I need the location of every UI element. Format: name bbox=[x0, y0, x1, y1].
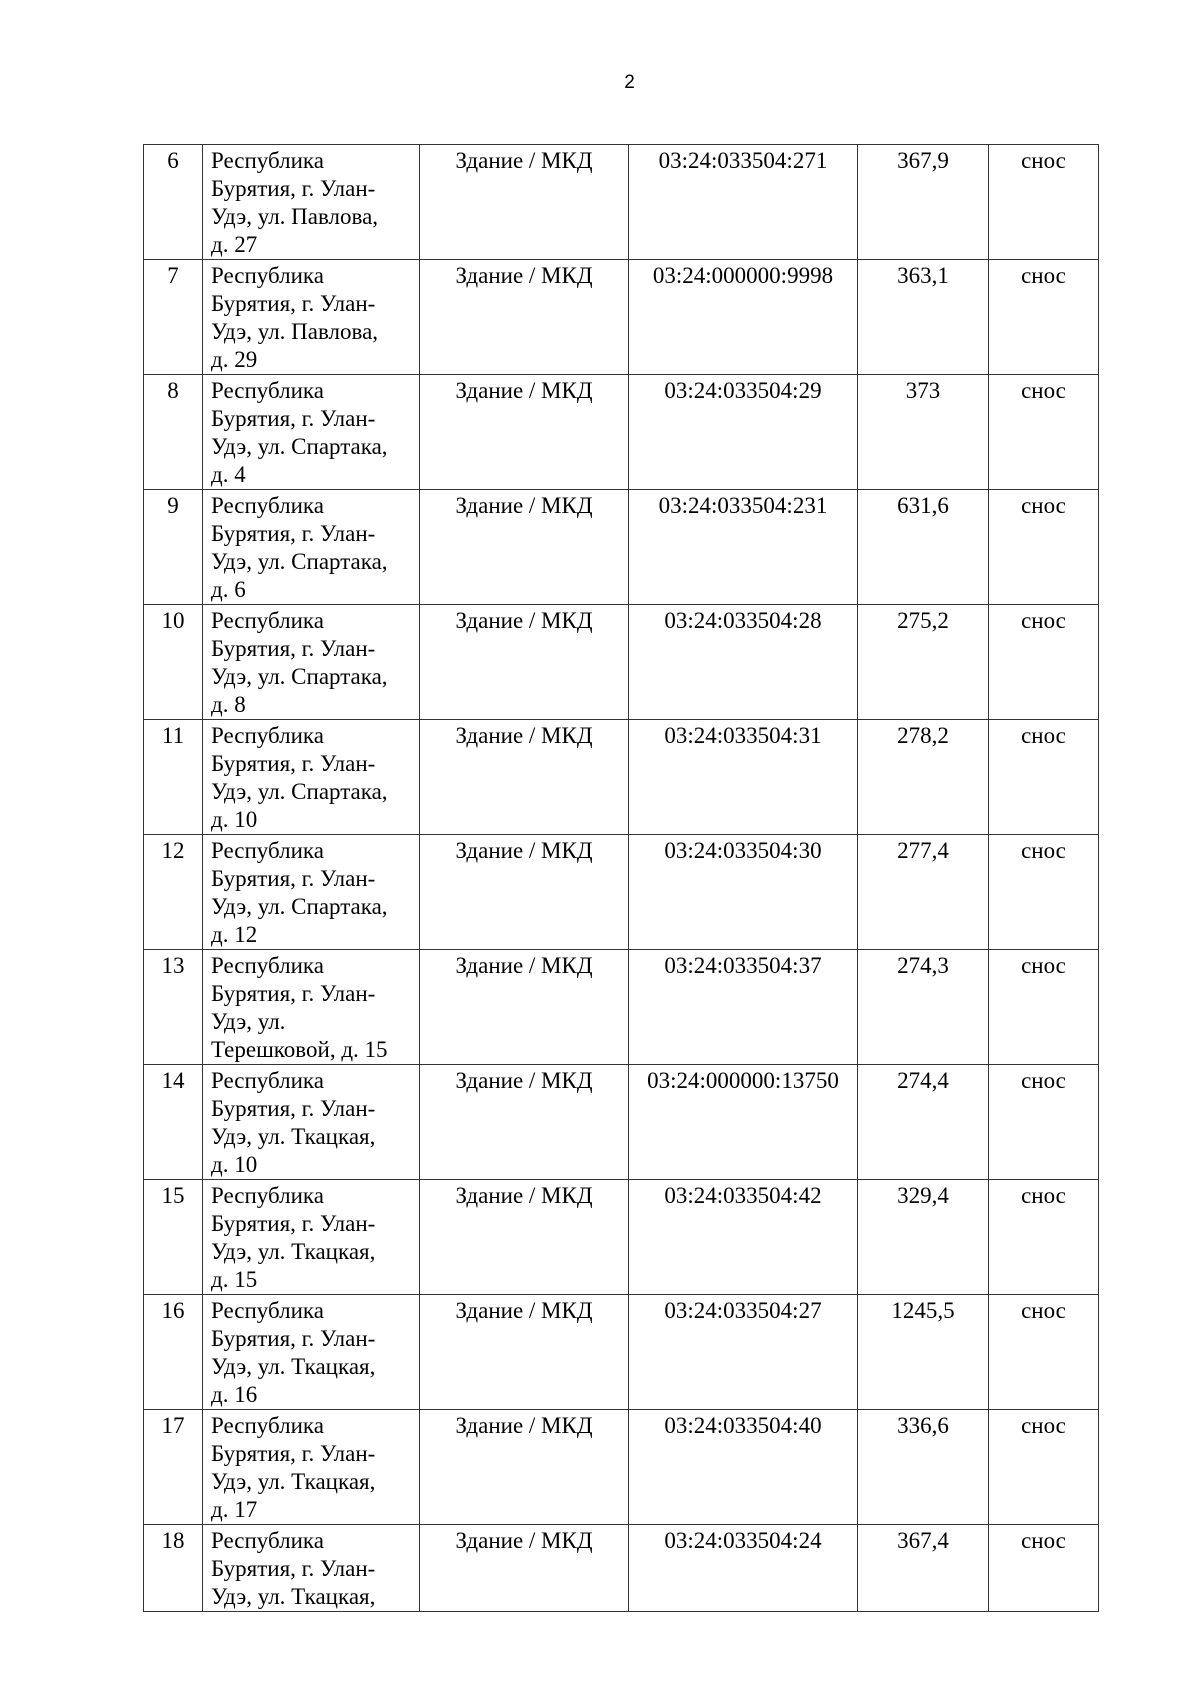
cadastral-number-cell: 03:24:033504:29 bbox=[629, 375, 858, 490]
address-cell bbox=[203, 950, 420, 1065]
address-line: д. 16 bbox=[211, 1382, 258, 1407]
cadastral-number-cell: 03:24:033504:31 bbox=[629, 720, 858, 835]
address-cell bbox=[203, 145, 420, 260]
address-line: Бурятия, г. Улан- bbox=[211, 291, 376, 316]
object-type-cell: Здание / МКД bbox=[420, 720, 629, 835]
row-number-cell: 15 bbox=[144, 1180, 203, 1295]
area-cell: 631,6 bbox=[858, 490, 989, 605]
table-row bbox=[144, 605, 1099, 720]
cadastral-number-cell: 03:24:033504:231 bbox=[629, 490, 858, 605]
area-cell: 367,4 bbox=[858, 1525, 989, 1612]
address-line: Удэ, ул. bbox=[211, 1009, 286, 1034]
table-row bbox=[144, 1065, 1099, 1180]
address-line: д. 10 bbox=[211, 807, 258, 832]
table-row bbox=[144, 260, 1099, 375]
address-line: Удэ, ул. Спартака, bbox=[211, 894, 388, 919]
address-line: Удэ, ул. Спартака, bbox=[211, 664, 388, 689]
object-type-cell: Здание / МКД bbox=[420, 950, 629, 1065]
action-cell: снос bbox=[989, 1410, 1099, 1525]
table-row bbox=[144, 835, 1099, 950]
address-line: Республика bbox=[211, 148, 324, 173]
buildings-table bbox=[143, 144, 1099, 1612]
address-line: д. 6 bbox=[211, 577, 246, 602]
table-row bbox=[144, 145, 1099, 260]
address-line: д. 4 bbox=[211, 462, 246, 487]
address-line: Удэ, ул. Спартака, bbox=[211, 779, 388, 804]
area-cell: 278,2 bbox=[858, 720, 989, 835]
address-line: д. 29 bbox=[211, 347, 258, 372]
action-cell: снос bbox=[989, 1525, 1099, 1612]
table-row bbox=[144, 1410, 1099, 1525]
address-line: д. 10 bbox=[211, 1152, 258, 1177]
address-line: Республика bbox=[211, 608, 324, 633]
action-cell: снос bbox=[989, 1295, 1099, 1410]
row-number-cell: 6 bbox=[144, 145, 203, 260]
area-cell: 274,3 bbox=[858, 950, 989, 1065]
address-cell bbox=[203, 1180, 420, 1295]
address-line: Удэ, ул. Спартака, bbox=[211, 434, 388, 459]
action-cell: снос bbox=[989, 720, 1099, 835]
table-row bbox=[144, 490, 1099, 605]
address-line: Бурятия, г. Улан- bbox=[211, 1326, 376, 1351]
address-cell bbox=[203, 375, 420, 490]
row-number-cell: 18 bbox=[144, 1525, 203, 1612]
row-number-cell: 14 bbox=[144, 1065, 203, 1180]
address-line: д. 15 bbox=[211, 1267, 258, 1292]
action-cell: снос bbox=[989, 145, 1099, 260]
area-cell: 329,4 bbox=[858, 1180, 989, 1295]
address-line: Удэ, ул. Павлова, bbox=[211, 319, 379, 344]
table-row bbox=[144, 720, 1099, 835]
address-line: Удэ, ул. Спартака, bbox=[211, 549, 388, 574]
address-cell bbox=[203, 835, 420, 950]
object-type-cell: Здание / МКД bbox=[420, 1065, 629, 1180]
action-cell: снос bbox=[989, 605, 1099, 720]
address-cell bbox=[203, 1410, 420, 1525]
cadastral-number-cell: 03:24:000000:9998 bbox=[629, 260, 858, 375]
table-row bbox=[144, 1525, 1099, 1612]
object-type-cell: Здание / МКД bbox=[420, 1525, 629, 1612]
address-line: Бурятия, г. Улан- bbox=[211, 1211, 376, 1236]
action-cell: снос bbox=[989, 1065, 1099, 1180]
table-row bbox=[144, 375, 1099, 490]
address-line: Бурятия, г. Улан- bbox=[211, 406, 376, 431]
address-line: д. 17 bbox=[211, 1497, 258, 1522]
address-cell bbox=[203, 1295, 420, 1410]
address-line: Республика bbox=[211, 1413, 324, 1438]
address-line: Удэ, ул. Ткацкая, bbox=[211, 1469, 376, 1494]
action-cell: снос bbox=[989, 490, 1099, 605]
row-number-cell: 13 bbox=[144, 950, 203, 1065]
row-number-cell: 7 bbox=[144, 260, 203, 375]
address-cell bbox=[203, 720, 420, 835]
row-number-cell: 12 bbox=[144, 835, 203, 950]
address-cell bbox=[203, 1065, 420, 1180]
cadastral-number-cell: 03:24:033504:27 bbox=[629, 1295, 858, 1410]
address-line: д. 12 bbox=[211, 922, 258, 947]
address-line: Республика bbox=[211, 493, 324, 518]
address-cell bbox=[203, 605, 420, 720]
cadastral-number-cell: 03:24:000000:13750 bbox=[629, 1065, 858, 1180]
cadastral-number-cell: 03:24:033504:42 bbox=[629, 1180, 858, 1295]
address-line: Республика bbox=[211, 838, 324, 863]
object-type-cell: Здание / МКД bbox=[420, 1180, 629, 1295]
table-row bbox=[144, 1180, 1099, 1295]
address-line: Республика bbox=[211, 378, 324, 403]
address-line: Бурятия, г. Улан- bbox=[211, 1441, 376, 1466]
action-cell: снос bbox=[989, 375, 1099, 490]
address-line: Бурятия, г. Улан- bbox=[211, 866, 376, 891]
cadastral-number-cell: 03:24:033504:37 bbox=[629, 950, 858, 1065]
area-cell: 275,2 bbox=[858, 605, 989, 720]
row-number-cell: 16 bbox=[144, 1295, 203, 1410]
address-line: Республика bbox=[211, 263, 324, 288]
action-cell: снос bbox=[989, 1180, 1099, 1295]
address-line: Республика bbox=[211, 1298, 324, 1323]
cadastral-number-cell: 03:24:033504:28 bbox=[629, 605, 858, 720]
address-line: Республика bbox=[211, 953, 324, 978]
area-cell: 373 bbox=[858, 375, 989, 490]
area-cell: 363,1 bbox=[858, 260, 989, 375]
address-line: Удэ, ул. Ткацкая, bbox=[211, 1239, 376, 1264]
address-line: Бурятия, г. Улан- bbox=[211, 1556, 376, 1581]
address-line: Терешковой, д. 15 bbox=[211, 1037, 388, 1062]
address-line: Удэ, ул. Павлова, bbox=[211, 204, 379, 229]
table-row bbox=[144, 950, 1099, 1065]
area-cell: 1245,5 bbox=[858, 1295, 989, 1410]
cadastral-number-cell: 03:24:033504:30 bbox=[629, 835, 858, 950]
address-line: Бурятия, г. Улан- bbox=[211, 1096, 376, 1121]
cadastral-number-cell: 03:24:033504:271 bbox=[629, 145, 858, 260]
area-cell: 336,6 bbox=[858, 1410, 989, 1525]
object-type-cell: Здание / МКД bbox=[420, 260, 629, 375]
address-line: Бурятия, г. Улан- bbox=[211, 521, 376, 546]
cadastral-number-cell: 03:24:033504:40 bbox=[629, 1410, 858, 1525]
object-type-cell: Здание / МКД bbox=[420, 1295, 629, 1410]
object-type-cell: Здание / МКД bbox=[420, 1410, 629, 1525]
address-line: Республика bbox=[211, 1068, 324, 1093]
cadastral-number-cell: 03:24:033504:24 bbox=[629, 1525, 858, 1612]
address-line: Республика bbox=[211, 1528, 324, 1553]
object-type-cell: Здание / МКД bbox=[420, 605, 629, 720]
address-line: Бурятия, г. Улан- bbox=[211, 751, 376, 776]
row-number-cell: 11 bbox=[144, 720, 203, 835]
table-row bbox=[144, 1295, 1099, 1410]
address-cell bbox=[203, 1525, 420, 1612]
address-line: Удэ, ул. Ткацкая, bbox=[211, 1354, 376, 1379]
row-number-cell: 8 bbox=[144, 375, 203, 490]
address-cell bbox=[203, 260, 420, 375]
address-line: Удэ, ул. Ткацкая, bbox=[211, 1124, 376, 1149]
address-line: Удэ, ул. Ткацкая, bbox=[211, 1584, 376, 1609]
object-type-cell: Здание / МКД bbox=[420, 490, 629, 605]
object-type-cell: Здание / МКД bbox=[420, 835, 629, 950]
address-line: д. 8 bbox=[211, 692, 246, 717]
table-body bbox=[144, 145, 1099, 1612]
area-cell: 367,9 bbox=[858, 145, 989, 260]
address-cell bbox=[203, 490, 420, 605]
action-cell: снос bbox=[989, 950, 1099, 1065]
area-cell: 277,4 bbox=[858, 835, 989, 950]
area-cell: 274,4 bbox=[858, 1065, 989, 1180]
address-line: Бурятия, г. Улан- bbox=[211, 636, 376, 661]
row-number-cell: 10 bbox=[144, 605, 203, 720]
page-number: 2 bbox=[624, 72, 635, 93]
address-line: д. 27 bbox=[211, 232, 258, 257]
row-number-cell: 9 bbox=[144, 490, 203, 605]
action-cell: снос bbox=[989, 260, 1099, 375]
address-line: Республика bbox=[211, 723, 324, 748]
action-cell: снос bbox=[989, 835, 1099, 950]
address-line: Республика bbox=[211, 1183, 324, 1208]
row-number-cell: 17 bbox=[144, 1410, 203, 1525]
address-line: Бурятия, г. Улан- bbox=[211, 981, 376, 1006]
address-line: Бурятия, г. Улан- bbox=[211, 176, 376, 201]
object-type-cell: Здание / МКД bbox=[420, 145, 629, 260]
object-type-cell: Здание / МКД bbox=[420, 375, 629, 490]
